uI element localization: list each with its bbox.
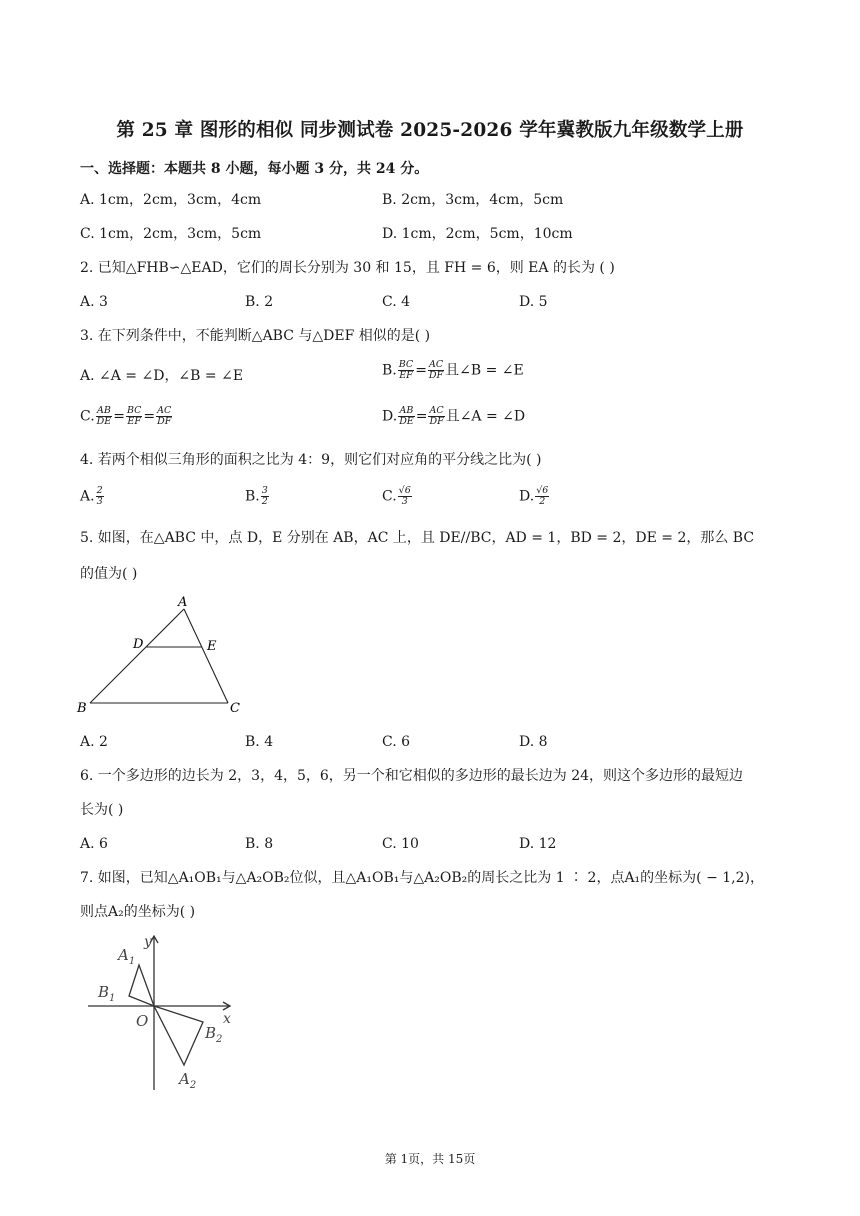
q5-option-d: D. 8 [519, 734, 548, 750]
q6-option-b: B. 8 [245, 836, 274, 852]
section-heading: 一、选择题：本题共 8 小题，每小题 3 分，共 24 分。 [80, 161, 429, 177]
q3-option-b: B. $\frac{BC}{EF}$ = $\frac{AC}{DF}$ 且∠B = ∠E [382, 359, 524, 381]
label-d: D [133, 637, 144, 652]
page-title: 第 25 章 图形的相似 同步测试卷 2025-2026 学年冀教版九年级数学上册 [116, 120, 744, 141]
label-e: E [207, 639, 217, 654]
label-a: A [178, 595, 188, 610]
q5-option-b: B. 4 [245, 734, 274, 750]
q5-triangle-figure [76, 592, 256, 722]
q5-option-a: A. 2 [80, 734, 108, 750]
q5-option-c: C. 6 [382, 734, 411, 750]
q6-stem-line1: 6. 一个多边形的边长为 2，3，4，5，6，另一个和它相似的多边形的最长边为 24，则这个多边形的最短边 [80, 768, 744, 784]
q1-option-c: C. 1cm，2cm，3cm，5cm [80, 226, 262, 242]
q2-stem: 2. 已知△FHB∽△EAD，它们的周长分别为 30 和 15，且 FH = 6，则 EA 的长为 ( ) [80, 260, 615, 276]
q4-option-d: D. $\frac{√6}{2}$ [519, 485, 549, 507]
label-y: y [144, 934, 152, 950]
q4-option-b: B. $\frac{3}{2}$ [245, 485, 268, 507]
q3-option-d: D. $\frac{AB}{DE}$ = $\frac{AC}{DF}$ 且∠A = ∠D [382, 405, 526, 427]
q1-option-d: D. 1cm，2cm，5cm，10cm [382, 226, 573, 242]
label-x: x [223, 1011, 231, 1027]
label-b1: $B_1$ [98, 983, 116, 1004]
q3-stem: 3. 在下列条件中，不能判断△ABC 与△DEF 相似的是( ) [80, 328, 431, 344]
q6-stem-line2: 长为( ) [80, 802, 124, 818]
q2-option-b: B. 2 [245, 294, 274, 310]
q4-option-c: C. $\frac{√6}{3}$ [382, 485, 411, 507]
q2-option-a: A. 3 [80, 294, 108, 310]
q5-stem-line1: 5. 如图，在△ABC 中，点 D，E 分别在 AB，AC 上，且 DE//BC，AD = 1，BD = 2，DE = 2，那么 BC [80, 530, 755, 546]
q2-option-d: D. 5 [519, 294, 548, 310]
side-ac [184, 609, 228, 703]
q4-stem: 4. 若两个相似三角形的面积之比为 4：9，则它们对应角的平分线之比为( ) [80, 452, 542, 468]
q6-option-d: D. 12 [519, 836, 557, 852]
q7-stem-line2: 则点A₂的坐标为( ) [80, 904, 196, 920]
q3-option-c: C. $\frac{AB}{DE}$ = $\frac{BC}{EF}$ = $\frac{AC}{DF}$ [80, 405, 172, 427]
q6-option-a: A. 6 [80, 836, 108, 852]
q7-stem-line1: 7. 如图，已知△A₁OB₁与△A₂OB₂位似，且△A₁OB₁与△A₂OB₂的周长之比为 1 ∶ 2，点A₁的坐标为( − 1,2)， [80, 870, 764, 886]
q1-option-a: A. 1cm，2cm，3cm，4cm [80, 192, 262, 208]
label-b2: $B_2$ [205, 1024, 223, 1045]
q4-option-a: A. $\frac{2}{3}$ [80, 485, 103, 507]
label-a1: $A_1$ [118, 946, 136, 967]
label-b: B [77, 701, 87, 716]
page-footer: 第 1页，共 15页 [384, 1152, 476, 1166]
label-c: C [230, 701, 240, 716]
q7-coordinate-figure [84, 928, 244, 1096]
q1-option-b: B. 2cm，3cm，4cm，5cm [382, 192, 564, 208]
triangle-a2ob2 [154, 1006, 203, 1065]
label-a2: $A_2$ [179, 1070, 197, 1091]
q3-option-a: A. ∠A = ∠D，∠B = ∠E [80, 368, 244, 384]
q2-option-c: C. 4 [382, 294, 411, 310]
q5-stem-line2: 的值为( ) [80, 566, 138, 582]
q6-option-c: C. 10 [382, 836, 419, 852]
side-ab [90, 609, 184, 703]
label-o: O [136, 1012, 149, 1030]
triangle-a1ob1 [129, 965, 154, 1006]
